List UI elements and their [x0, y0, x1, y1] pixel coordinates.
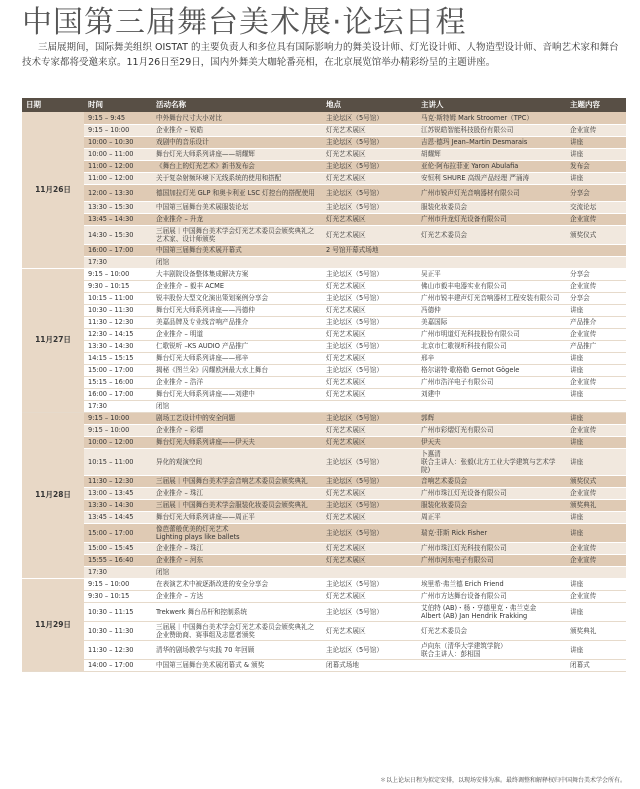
topic-cell: 企业宣传 — [566, 542, 626, 554]
speaker-cell: 北京市仁歌视听科技有限公司 — [417, 340, 566, 352]
schedule-row — [22, 436, 626, 448]
time-cell: 11:00 – 12:00 — [84, 172, 152, 184]
speaker-cell: 江苏锐皓智能科技股份有限公司 — [417, 124, 566, 136]
schedule-row — [22, 184, 626, 201]
event-cell: 中国第三届舞台美术展服装论坛 — [152, 201, 322, 213]
location-cell: 灯光艺术展区 — [322, 511, 417, 523]
location-cell: 主论坛区（5号馆） — [322, 112, 417, 124]
topic-cell: 颁奖仪式 — [566, 225, 626, 244]
schedule-row — [22, 268, 626, 280]
time-cell: 9:15 – 10:00 — [84, 268, 152, 280]
event-cell: 锐丰股份大型文化演出策划案例分享会 — [152, 292, 322, 304]
topic-cell: 讲座 — [566, 436, 626, 448]
schedule-row — [22, 412, 626, 424]
location-cell: 2 号馆开幕式场地 — [322, 244, 417, 256]
speaker-cell: 安恒利 SHURE 高级产品经理 严涌涛 — [417, 172, 566, 184]
event-cell: 三届展｜中国舞台美术学会服装化妆委员会颁奖典礼 — [152, 499, 322, 511]
speaker-cell: 广州市浩洋电子有限公司 — [417, 376, 566, 388]
event-cell: Trekwerk 舞台吊杆和控制系统 — [152, 602, 322, 621]
topic-cell: 产品推广 — [566, 340, 626, 352]
schedule-row — [22, 487, 626, 499]
event-cell: 异化的观演空间 — [152, 448, 322, 475]
location-cell: 灯光艺术展区 — [322, 554, 417, 566]
time-cell: 14:30 – 15:30 — [84, 225, 152, 244]
schedule-row — [22, 328, 626, 340]
speaker-cell: 广州市珠江灯光设备有限公司 — [417, 487, 566, 499]
event-cell: 中国第三届舞台美术展开幕式 — [152, 244, 322, 256]
topic-cell — [566, 256, 626, 268]
location-cell: 灯光艺术展区 — [322, 487, 417, 499]
location-cell: 灯光艺术展区 — [322, 328, 417, 340]
schedule-row — [22, 256, 626, 268]
topic-cell: 交流论坛 — [566, 201, 626, 213]
speaker-cell — [417, 566, 566, 578]
topic-cell: 讲座 — [566, 136, 626, 148]
topic-cell: 企业宣传 — [566, 328, 626, 340]
event-cell: 企业推介 – 浩洋 — [152, 376, 322, 388]
date-cell: 11月29日 — [22, 578, 84, 671]
speaker-cell: 音响艺术委员会 — [417, 475, 566, 487]
speaker-cell: 瑞克·菲斯 Rick Fisher — [417, 523, 566, 542]
schedule-row — [22, 566, 626, 578]
speaker-cell — [417, 400, 566, 412]
schedule-row — [22, 316, 626, 328]
event-cell: 揭秘《图兰朵》闪耀欧洲最大水上舞台 — [152, 364, 322, 376]
event-cell: 舞台灯光大师系列讲座——邢辛 — [152, 352, 322, 364]
time-cell: 13:30 – 15:30 — [84, 201, 152, 213]
event-cell: 舞台灯光大师系列讲座——伊天夫 — [152, 436, 322, 448]
speaker-cell — [417, 256, 566, 268]
schedule-row — [22, 602, 626, 621]
speaker-cell: 吴正平 — [417, 268, 566, 280]
location-cell: 灯光艺术展区 — [322, 225, 417, 244]
location-cell: 主论坛区（5号馆） — [322, 340, 417, 352]
time-cell: 17:30 — [84, 256, 152, 268]
event-cell: 企业推介 – 方达 — [152, 590, 322, 602]
time-cell: 11:00 – 12:00 — [84, 160, 152, 172]
time-cell: 9:15 – 10:00 — [84, 578, 152, 590]
topic-cell: 企业宣传 — [566, 590, 626, 602]
topic-cell: 讲座 — [566, 602, 626, 621]
time-cell: 9:30 – 10:15 — [84, 280, 152, 292]
event-cell: 三届展｜中国舞台美术学会灯光艺术委员会颁奖典礼之企业赞助商、赛事组及志愿者颁奖 — [152, 621, 322, 640]
event-cell: 德国加拉灯光 GLP 和奥卡利亚 LSC 灯控台的搭配使用 — [152, 184, 322, 201]
speaker-cell: 马克·斯特姆 Mark Stroomer（TPC） — [417, 112, 566, 124]
time-cell: 10:00 – 12:00 — [84, 436, 152, 448]
location-cell: 灯光艺术展区 — [322, 424, 417, 436]
event-cell: 舞台灯光大师系列讲座——胡耀辉 — [152, 148, 322, 160]
schedule-row — [22, 499, 626, 511]
event-cell: 仁歌锐听 –KS AUDIO 产品推广 — [152, 340, 322, 352]
event-cell: 三届展｜中国舞台美术学会灯光艺术委员会颁奖典礼之艺术家、设计师颁奖 — [152, 225, 322, 244]
topic-cell: 企业宣传 — [566, 487, 626, 499]
schedule-row — [22, 554, 626, 566]
event-cell: 闭馆 — [152, 256, 322, 268]
location-cell: 主论坛区（5号馆） — [322, 578, 417, 590]
schedule-row — [22, 352, 626, 364]
time-cell: 16:00 – 17:00 — [84, 244, 152, 256]
event-cell: 舞台灯光大师系列讲座——冯德仲 — [152, 304, 322, 316]
schedule-row — [22, 424, 626, 436]
time-cell: 9:15 – 10:00 — [84, 424, 152, 436]
topic-cell: 企业宣传 — [566, 554, 626, 566]
event-cell: 企业推介 – 彩熠 — [152, 424, 322, 436]
time-cell: 9:15 – 10:00 — [84, 124, 152, 136]
event-cell: 企业推介 – 锐皓 — [152, 124, 322, 136]
time-cell: 13:45 – 14:30 — [84, 213, 152, 225]
schedule-row — [22, 364, 626, 376]
speaker-cell: 广州市方达舞台设备有限公司 — [417, 590, 566, 602]
time-cell: 10:30 – 11:15 — [84, 602, 152, 621]
schedule-table — [22, 98, 626, 672]
time-cell: 16:00 – 17:00 — [84, 388, 152, 400]
event-cell: 中国第三届舞台美术展闭幕式 & 颁奖 — [152, 659, 322, 671]
topic-cell: 颁奖典礼 — [566, 499, 626, 511]
event-cell: 像芭蕾般优美的灯光艺术 Lighting plays like ballets — [152, 523, 322, 542]
location-cell: 灯光艺术展区 — [322, 436, 417, 448]
schedule-row — [22, 542, 626, 554]
header-event: 活动名称 — [152, 98, 322, 112]
date-cell: 11月28日 — [22, 412, 84, 578]
schedule-row — [22, 400, 626, 412]
event-cell: 企业推介 – 毅丰 ACME — [152, 280, 322, 292]
time-cell: 10:00 – 10:30 — [84, 136, 152, 148]
location-cell: 主论坛区（5号馆） — [322, 201, 417, 213]
location-cell: 灯光艺术展区 — [322, 590, 417, 602]
schedule-row — [22, 659, 626, 671]
location-cell: 主论坛区（5号馆） — [322, 160, 417, 172]
topic-cell: 讲座 — [566, 511, 626, 523]
header-date: 日期 — [22, 98, 84, 112]
time-cell: 9:15 – 9:45 — [84, 112, 152, 124]
topic-cell: 讲座 — [566, 304, 626, 316]
schedule-row — [22, 376, 626, 388]
time-cell: 13:30 – 14:30 — [84, 499, 152, 511]
topic-cell: 讲座 — [566, 448, 626, 475]
location-cell: 主论坛区（5号馆） — [322, 475, 417, 487]
header-speaker: 主讲人 — [417, 98, 566, 112]
speaker-cell: 卢向东（清华大学建筑学院） 联合主讲人：彭相国 — [417, 640, 566, 659]
intro-paragraph: 三届展期间，国际舞美组织 OISTAT 的主要负责人和多位具有国际影响力的舞美设计师、灯光设计师、人物造型设计师、音响艺术家和舞台技术专家都将受邀来京。11月26日至29日，国内外舞美大咖轮番亮相，在北京展览馆举办精彩纷呈的主题讲座。 — [22, 42, 619, 68]
speaker-cell: 周正平 — [417, 511, 566, 523]
page-title: 中国第三届舞台美术展·论坛日程 — [22, 5, 467, 40]
schedule-row — [22, 172, 626, 184]
speaker-cell: 格尔诺特·歌格勒 Gernot Gögele — [417, 364, 566, 376]
topic-cell: 企业宣传 — [566, 124, 626, 136]
schedule-row — [22, 388, 626, 400]
time-cell: 9:15 – 10:00 — [84, 412, 152, 424]
topic-cell: 讲座 — [566, 578, 626, 590]
event-cell: 清华的剧场教学与实践 70 年回顾 — [152, 640, 322, 659]
time-cell: 10:15 – 11:00 — [84, 292, 152, 304]
speaker-cell: 伊天夫 — [417, 436, 566, 448]
schedule-row — [22, 292, 626, 304]
time-cell: 11:30 – 12:30 — [84, 316, 152, 328]
schedule-body — [22, 112, 626, 671]
speaker-cell: 广州市明道灯光科技股份有限公司 — [417, 328, 566, 340]
time-cell: 15:00 – 17:00 — [84, 364, 152, 376]
topic-cell: 颁奖典礼 — [566, 621, 626, 640]
time-cell: 10:30 – 11:30 — [84, 304, 152, 316]
schedule-row — [22, 225, 626, 244]
speaker-cell — [417, 244, 566, 256]
time-cell: 14:15 – 15:15 — [84, 352, 152, 364]
location-cell: 灯光艺术展区 — [322, 148, 417, 160]
event-cell: 企业推介 – 珠江 — [152, 487, 322, 499]
event-cell: 剧场工艺设计中的安全问题 — [152, 412, 322, 424]
time-cell: 12:30 – 14:15 — [84, 328, 152, 340]
time-cell: 17:30 — [84, 400, 152, 412]
time-cell: 10:00 – 11:00 — [84, 148, 152, 160]
footnote: ＊以上论坛日程为拟定安排，以现场安排为准。最终调整和解释权归中国舞台美术学会所有。 — [379, 777, 626, 784]
location-cell: 灯光艺术展区 — [322, 388, 417, 400]
schedule-row — [22, 511, 626, 523]
time-cell: 11:30 – 12:30 — [84, 640, 152, 659]
topic-cell: 讲座 — [566, 640, 626, 659]
speaker-cell: 灯光艺术委员会 — [417, 225, 566, 244]
topic-cell: 讲座 — [566, 148, 626, 160]
time-cell: 9:30 – 10:15 — [84, 590, 152, 602]
event-cell: 美嘉品牌及专业线音响产品推介 — [152, 316, 322, 328]
topic-cell: 分享会 — [566, 184, 626, 201]
location-cell: 灯光艺术展区 — [322, 621, 417, 640]
location-cell — [322, 566, 417, 578]
header-location: 地点 — [322, 98, 417, 112]
speaker-cell: 广州市锐声灯光音响器材有限公司 — [417, 184, 566, 201]
time-cell: 15:15 – 16:00 — [84, 376, 152, 388]
schedule-row — [22, 124, 626, 136]
event-cell: 戏剧中的音乐设计 — [152, 136, 322, 148]
location-cell: 主论坛区（5号馆） — [322, 136, 417, 148]
schedule-row — [22, 201, 626, 213]
schedule-row — [22, 621, 626, 640]
location-cell: 灯光艺术展区 — [322, 352, 417, 364]
schedule-row — [22, 160, 626, 172]
date-cell: 11月26日 — [22, 112, 84, 268]
location-cell: 灯光艺术展区 — [322, 304, 417, 316]
topic-cell — [566, 566, 626, 578]
speaker-cell: 邢辛 — [417, 352, 566, 364]
location-cell: 主论坛区（5号馆） — [322, 184, 417, 201]
location-cell: 灯光艺术展区 — [322, 376, 417, 388]
speaker-cell: 广州市河东电子有限公司 — [417, 554, 566, 566]
speaker-cell: 广州市升龙灯光设备有限公司 — [417, 213, 566, 225]
location-cell: 主论坛区（5号馆） — [322, 640, 417, 659]
time-cell: 13:00 – 13:45 — [84, 487, 152, 499]
speaker-cell: 吉恩·德玛 Jean–Martin Desmarais — [417, 136, 566, 148]
event-cell: 中外舞台尺寸大小对比 — [152, 112, 322, 124]
topic-cell: 颁奖仪式 — [566, 475, 626, 487]
event-cell: 在表演艺术中被逐渐改进的安全分享会 — [152, 578, 322, 590]
topic-cell: 产品推介 — [566, 316, 626, 328]
location-cell: 灯光艺术展区 — [322, 542, 417, 554]
schedule-row — [22, 340, 626, 352]
event-cell: 舞台灯光大师系列讲座——周正平 — [152, 511, 322, 523]
time-cell: 10:15 – 11:00 — [84, 448, 152, 475]
schedule-row — [22, 244, 626, 256]
speaker-cell: 佛山市毅丰电器实业有限公司 — [417, 280, 566, 292]
header-topic: 主题内容 — [566, 98, 626, 112]
location-cell: 主论坛区（5号馆） — [322, 292, 417, 304]
location-cell: 主论坛区（5号馆） — [322, 448, 417, 475]
speaker-cell: 广州市彩熠灯光有限公司 — [417, 424, 566, 436]
event-cell: 大丰剧院设备整体集成解决方案 — [152, 268, 322, 280]
schedule-row — [22, 523, 626, 542]
location-cell: 灯光艺术展区 — [322, 172, 417, 184]
time-cell: 15:55 – 16:40 — [84, 554, 152, 566]
topic-cell — [566, 244, 626, 256]
topic-cell: 闭幕式 — [566, 659, 626, 671]
location-cell — [322, 256, 417, 268]
topic-cell: 分享会 — [566, 292, 626, 304]
location-cell: 灯光艺术展区 — [322, 213, 417, 225]
time-cell: 17:30 — [84, 566, 152, 578]
speaker-cell: 胡耀辉 — [417, 148, 566, 160]
location-cell: 主论坛区（5号馆） — [322, 523, 417, 542]
speaker-cell: 广州市珠江灯光科技有限公司 — [417, 542, 566, 554]
event-cell: 企业推介 – 河东 — [152, 554, 322, 566]
speaker-cell — [417, 659, 566, 671]
event-cell: 闭馆 — [152, 566, 322, 578]
speaker-cell: 郭辉 — [417, 412, 566, 424]
topic-cell: 企业宣传 — [566, 424, 626, 436]
time-cell: 15:00 – 15:45 — [84, 542, 152, 554]
speaker-cell: 艾伯特 (AB)・杨・亨德里克・弗兰克金 Albert (AB) Jan Hendrik Frakking — [417, 602, 566, 621]
event-cell: 《舞台上的灯光艺术》新书发布会 — [152, 160, 322, 172]
speaker-cell: 亚伦·阿布拉菲亚 Yaron Abulafia — [417, 160, 566, 172]
schedule-header — [22, 98, 626, 112]
event-cell: 闭馆 — [152, 400, 322, 412]
topic-cell: 发布会 — [566, 160, 626, 172]
location-cell: 闭幕式场地 — [322, 659, 417, 671]
topic-cell: 企业宣传 — [566, 376, 626, 388]
topic-cell: 分享会 — [566, 268, 626, 280]
time-cell: 12:00 – 13:30 — [84, 184, 152, 201]
location-cell: 主论坛区（5号馆） — [322, 499, 417, 511]
schedule-row — [22, 590, 626, 602]
speaker-cell: 美嘉国际 — [417, 316, 566, 328]
schedule-row — [22, 280, 626, 292]
topic-cell: 讲座 — [566, 388, 626, 400]
speaker-cell: 广州市锐丰建声灯光音响器材工程安装有限公司 — [417, 292, 566, 304]
schedule-row — [22, 304, 626, 316]
event-cell: 关于复杂射频环境下无线系统的使用和搭配 — [152, 172, 322, 184]
event-cell: 企业推介 – 升龙 — [152, 213, 322, 225]
topic-cell: 讲座 — [566, 352, 626, 364]
location-cell: 主论坛区（5号馆） — [322, 602, 417, 621]
location-cell: 灯光艺术展区 — [322, 124, 417, 136]
schedule-row — [22, 112, 626, 124]
topic-cell: 企业宣传 — [566, 280, 626, 292]
time-cell: 15:00 – 17:00 — [84, 523, 152, 542]
date-cell: 11月27日 — [22, 268, 84, 412]
time-cell: 13:30 – 14:30 — [84, 340, 152, 352]
topic-cell: 讲座 — [566, 364, 626, 376]
schedule-row — [22, 136, 626, 148]
topic-cell: 讲座 — [566, 172, 626, 184]
topic-cell: 讲座 — [566, 412, 626, 424]
time-cell: 14:00 – 17:00 — [84, 659, 152, 671]
topic-cell — [566, 400, 626, 412]
schedule-row — [22, 578, 626, 590]
event-cell: 企业推介 – 珠江 — [152, 542, 322, 554]
schedule-row — [22, 640, 626, 659]
event-cell: 企业推介 – 明道 — [152, 328, 322, 340]
speaker-cell: 服装化妆委员会 — [417, 499, 566, 511]
speaker-cell: 服装化妆委员会 — [417, 201, 566, 213]
location-cell: 主论坛区（5号馆） — [322, 268, 417, 280]
speaker-cell: 刘建中 — [417, 388, 566, 400]
schedule-row — [22, 213, 626, 225]
schedule-row — [22, 448, 626, 475]
location-cell: 主论坛区（5号馆） — [322, 412, 417, 424]
speaker-cell: 灯光艺术委员会 — [417, 621, 566, 640]
location-cell: 主论坛区（5号馆） — [322, 316, 417, 328]
header-time: 时间 — [84, 98, 152, 112]
speaker-cell: 冯德仲 — [417, 304, 566, 316]
schedule-row — [22, 475, 626, 487]
location-cell: 灯光艺术展区 — [322, 280, 417, 292]
speaker-cell: 卜惠清 联合主讲人：张毅(北方工业大学建筑与艺术学院) — [417, 448, 566, 475]
speaker-cell: 埃里希·弗兰德 Erich Friend — [417, 578, 566, 590]
time-cell: 13:45 – 14:45 — [84, 511, 152, 523]
time-cell: 11:30 – 12:30 — [84, 475, 152, 487]
event-cell: 舞台灯光大师系列讲座——刘建中 — [152, 388, 322, 400]
event-cell: 三届展｜中国舞台美术学会音响艺术委员会颁奖典礼 — [152, 475, 322, 487]
location-cell — [322, 400, 417, 412]
topic-cell — [566, 112, 626, 124]
time-cell: 10:30 – 11:30 — [84, 621, 152, 640]
topic-cell: 企业宣传 — [566, 213, 626, 225]
topic-cell: 讲座 — [566, 523, 626, 542]
schedule-row — [22, 148, 626, 160]
location-cell: 主论坛区（5号馆） — [322, 364, 417, 376]
